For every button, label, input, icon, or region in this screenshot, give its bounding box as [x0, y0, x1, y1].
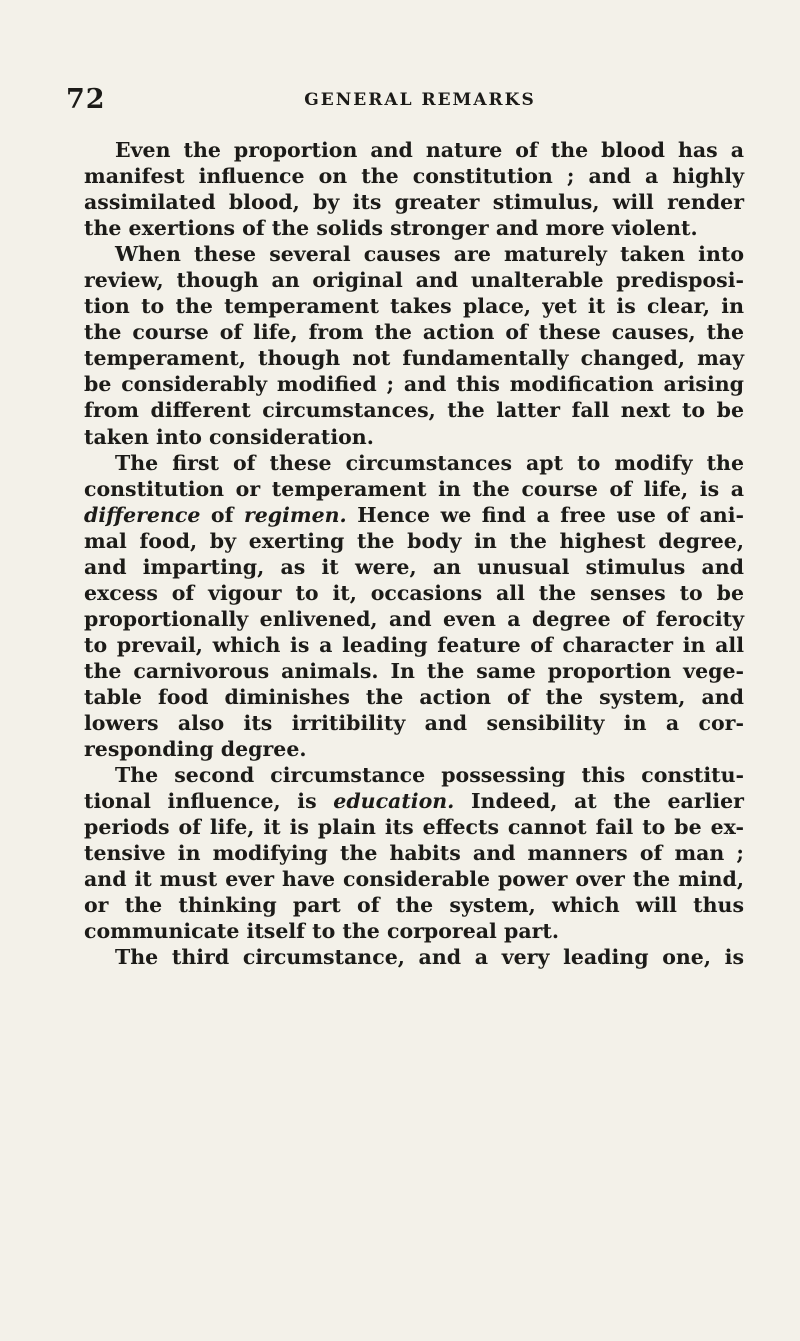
text-line — [84, 450, 744, 476]
text-run: The first of these circumstances apt to modify the — [115, 450, 744, 475]
text-run: or the thinking part of the system, which will thus — [84, 893, 744, 918]
text-run: Indeed, at the earlier — [454, 789, 744, 814]
text-line — [84, 476, 744, 502]
text-run: proportionally enlivened, and even a degree of ferocity — [84, 606, 744, 631]
text-run: from different circumstances, the latter fall next to be — [84, 398, 744, 423]
text-run: the exertions of the solids stronger and more violent. — [84, 216, 698, 241]
text-line — [84, 710, 744, 736]
italic-term: difference — [84, 502, 201, 527]
page-number: 72 — [66, 84, 106, 115]
text-run: lowers also its irritibility and sensibility in a cor- — [84, 711, 744, 736]
text-line — [84, 424, 744, 450]
text-run: excess of vigour to it, occasions all the senses to be — [84, 580, 744, 605]
text-run: taken into consideration. — [84, 424, 374, 449]
text-line — [84, 762, 744, 788]
text-run: The second circumstance possessing this constitu- — [115, 763, 744, 788]
text-run: the carnivorous animals. In the same proportion vege- — [84, 658, 744, 683]
text-line — [84, 554, 744, 580]
text-run: tensive in modifying the habits and manners of man ; — [84, 841, 744, 866]
text-line — [84, 580, 744, 606]
text-line — [84, 137, 744, 163]
text-line — [84, 345, 744, 371]
text-run: constitution or temperament in the course of life, is a — [84, 476, 744, 501]
text-run: mal food, by exerting the body in the highest degree, — [84, 528, 744, 553]
text-line — [84, 528, 744, 554]
text-run: review, though an original and unalterable predisposi- — [84, 268, 744, 293]
text-run: and imparting, as it were, an unusual stimulus and — [84, 554, 744, 579]
text-run: be considerably modified ; and this modification arising — [84, 372, 744, 397]
text-line — [84, 840, 744, 866]
text-line — [84, 241, 744, 267]
text-run: table food diminishes the action of the system, and — [84, 684, 744, 709]
text-line — [84, 397, 744, 423]
running-head — [0, 80, 800, 124]
text-line — [84, 293, 744, 319]
text-run: temperament, though not fundamentally changed, may — [84, 346, 744, 371]
text-run: Even the proportion and nature of the blood has a — [115, 138, 744, 162]
text-line — [84, 814, 744, 840]
text-run: The third circumstance, and a very leading one, is — [115, 945, 744, 970]
text-line — [84, 684, 744, 710]
text-line — [84, 866, 744, 892]
text-line — [84, 267, 744, 293]
text-run: manifest influence on the constitution ; and a highly — [84, 164, 744, 189]
text-run: assimilated blood, by its greater stimulus, will render — [84, 190, 744, 215]
text-run: tional influence, is — [84, 789, 334, 814]
text-run: communicate itself to the corporeal part. — [84, 919, 560, 944]
text-line — [84, 788, 744, 814]
text-line — [84, 606, 744, 632]
italic-term: education. — [333, 789, 455, 814]
text-line — [84, 371, 744, 397]
text-run: the course of life, from the action of these causes, the — [84, 320, 744, 345]
text-line — [84, 215, 744, 241]
text-run: of — [200, 502, 244, 527]
italic-term: regimen. — [243, 502, 347, 527]
text-run: responding degree. — [84, 737, 307, 762]
text-line — [84, 658, 744, 684]
text-line — [84, 319, 744, 345]
text-run: periods of life, it is plain its effects cannot fail to be ex- — [84, 815, 744, 840]
text-run: to prevail, which is a leading feature of character in all — [84, 632, 744, 657]
text-run: When these several causes are maturely taken into — [115, 242, 744, 267]
text-line — [84, 163, 744, 189]
text-line — [84, 918, 744, 944]
text-line — [84, 189, 744, 215]
running-title: GENERAL REMARKS — [304, 90, 536, 110]
text-run: Hence we find a free use of ani- — [346, 502, 744, 527]
text-run: tion to the temperament takes place, yet it is clear, in — [84, 294, 744, 319]
text-line — [84, 632, 744, 658]
body-text — [84, 137, 744, 971]
text-run: and it must ever have considerable power over the mind, — [84, 867, 744, 892]
text-line — [84, 502, 744, 528]
text-line — [84, 736, 744, 762]
text-line — [84, 944, 744, 970]
text-line — [84, 892, 744, 918]
